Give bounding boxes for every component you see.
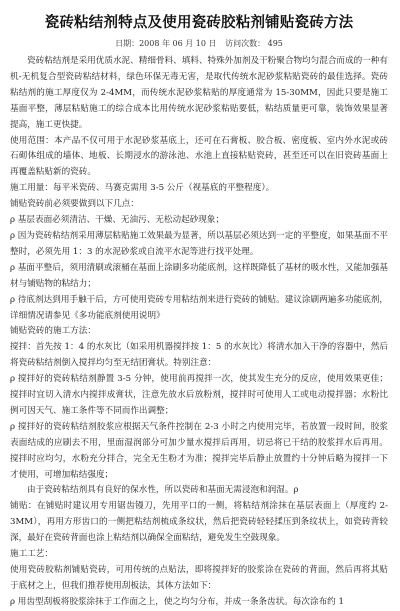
paragraph: 铺贴：在铺贴时建议用专用锯齿镘刀，先用平口的一侧，将粘结剂涂抹在基层表面上（厚度约 2-3MM），再用方形齿口的一侧把粘结剂梳成条纹状，然后把瓷砖轻轻揉压到条纹状上，如瓷砖背较深，最好在瓷砖背面也涂上粘结剂以确保全面粘结，避免发生空鼓现象。 [10,501,388,544]
paragraph: 铺贴瓷砖的施工方法： [10,326,96,337]
paragraph: 使用瓷砖胶粘剂铺贴瓷砖，可用传统的点贴法，即将搅拌好的胶浆涂在瓷砖的背面，然后再将其贴于底材之上，但我们推荐使用刮板法，其体方法如下： [10,565,388,591]
page-title: 瓷砖粘结剂特点及使用瓷砖胶粘剂铺贴瓷砖方法 [44,14,354,31]
article-body [10,54,388,611]
article-meta [10,38,388,50]
paragraph: 施工工艺： [10,549,53,560]
paragraph: ρ 基层表面必须清洁、干燥、无油污、无松动起砂现象； [10,215,225,226]
publish-date: 日期：2008 年 06 月 10 日 [115,39,217,48]
paragraph: 使用范围：本产品不仅可用于水泥砂浆基底上，还可在石膏板、胶合板、密度板、室内外水泥或砖石砌体组成的墙体、地板、长期浸水的游泳池、水池上直接粘贴瓷砖，甚至还可以在旧瓷砖基面上再覆盖粘贴新的瓷砖。 [10,135,388,178]
paragraph: 铺贴瓷砖前必须要做到以下几点： [10,199,139,210]
paragraph: ρ 用齿型刮板将胶浆涂抹于工作面之上，使之均匀分布，并成一条条齿状。每次涂布约 1 [10,596,344,607]
paragraph: 由于瓷砖粘结剂具有良好的保水性，所以瓷砖和基面无需浸泡和润湿。ρ [27,485,299,496]
view-count: 访问次数： 495 [225,39,283,48]
paragraph: 施工用量：每平米瓷砖、马赛克需用 3-5 公斤（视基底的平整程度）。 [10,183,275,194]
paragraph: 搅拌：首先按 1：4 的水灰比（如采用机器搅拌按 1：5 的水灰比）将清水加入干净的容器中，然后将瓷砖粘结剂倒入搅拌均匀至无结团膏状。特别注意： [10,342,388,369]
paragraph: ρ 待底剂达到用手触干后，方可使用瓷砖专用粘结剂来进行瓷砖的铺贴。建议涂刷两遍多功能底剂，详细情况请参见《多功能底剂使用说明》 [10,294,388,321]
paragraph: ρ 搅拌好的瓷砖粘结剂静置 3-5 分钟，使用前再搅拌一次，使其发生充分的反应，使用效果更佳；搅拌时宜切入清水内搅拌成膏状，注意先放水后放粉剂，搅拌时可使用人工或电动搅拌器；水粉比例可因天气、施工条件等不同而作出调整； [10,374,388,416]
paragraph: ρ 搅拌好的瓷砖粘结剂胶浆应根据天气条件控制在 2-3 小时之内使用完毕，若放置一段时间，胶浆表面结成的应刷去不用，里面湿润部分可加少量水搅拌后再用，切忌将已干结的胶浆拌水后再用。搅拌时应均匀，水粉充分拌合，完全无生粉才为准；搅拌完毕后静止放置约十分钟后略为搅拌一下才使用，可增加粘结强度； [10,421,388,480]
paragraph: 瓷砖粘结剂是采用优质水泥、精细骨料、填料、特殊外加剂及干粉聚合物均匀混合而成的一种有机-无机复合型瓷砖粘结材料，绿色环保无毒无害，是取代传统水泥砂浆粘贴瓷砖的最佳选择。瓷砖粘结剂的施工厚度仅为 2-4MM，而传统水泥砂浆粘贴的厚度通常为 15-30MM，因此只要是施工基面平整，薄层粘贴施工的综合成本比用传统水泥砂浆粘贴要低，粘结质量更可靠，装饰效果显著提高，施工更快捷。 [10,56,388,130]
paragraph: ρ 基面平整后，须用清刷或滚桶在基面上涂刷多功能底剂，这样既降低了基材的吸水性，又能加强基材与铺贴物的粘结力； [10,262,388,289]
paragraph: ρ 因为瓷砖粘结剂采用薄层粘贴施工效果最为显著，所以基层必须达到一定的平整度，如果基面不平整时，必须先用 1：3 的水泥砂浆或自流平水泥等进行找平处理。 [10,230,388,257]
